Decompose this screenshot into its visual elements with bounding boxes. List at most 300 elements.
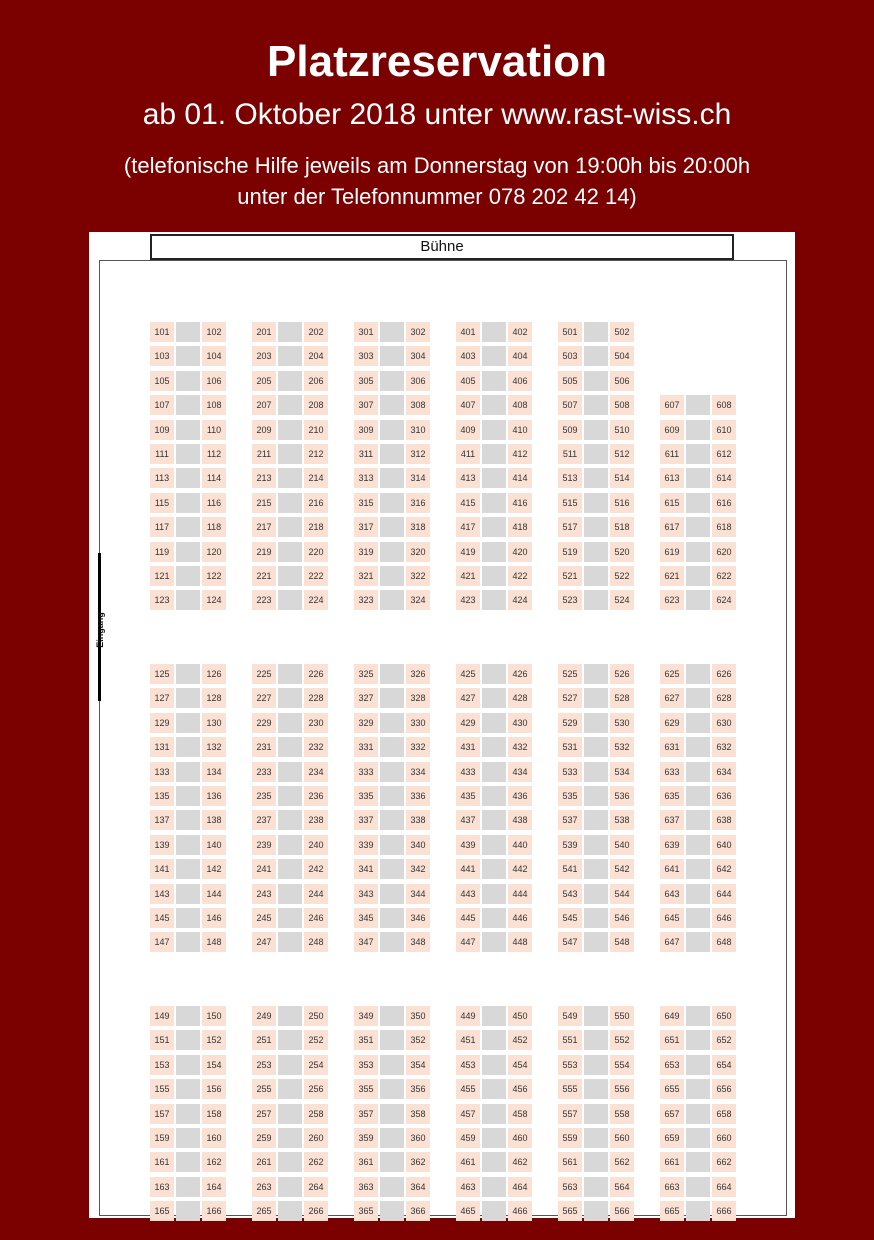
seat-252[interactable]: 252 xyxy=(304,1030,328,1050)
seat-138[interactable]: 138 xyxy=(202,810,226,830)
seat-163[interactable]: 163 xyxy=(150,1177,174,1197)
seat-539[interactable]: 539 xyxy=(558,835,582,855)
seat-221[interactable]: 221 xyxy=(252,566,276,586)
seat-629[interactable]: 629 xyxy=(660,713,684,733)
seat-253[interactable]: 253 xyxy=(252,1055,276,1075)
seat-444[interactable]: 444 xyxy=(508,884,532,904)
seat-128[interactable]: 128 xyxy=(202,688,226,708)
seat-514[interactable]: 514 xyxy=(610,468,634,488)
seat-236[interactable]: 236 xyxy=(304,786,328,806)
seat-408[interactable]: 408 xyxy=(508,395,532,415)
seat-143[interactable]: 143 xyxy=(150,884,174,904)
seat-303[interactable]: 303 xyxy=(354,346,378,366)
seat-220[interactable]: 220 xyxy=(304,542,328,562)
seat-445[interactable]: 445 xyxy=(456,908,480,928)
seat-511[interactable]: 511 xyxy=(558,444,582,464)
seat-222[interactable]: 222 xyxy=(304,566,328,586)
seat-447[interactable]: 447 xyxy=(456,932,480,952)
seat-556[interactable]: 556 xyxy=(610,1079,634,1099)
seat-202[interactable]: 202 xyxy=(304,322,328,342)
seat-609[interactable]: 609 xyxy=(660,420,684,440)
seat-348[interactable]: 348 xyxy=(406,932,430,952)
seat-642[interactable]: 642 xyxy=(712,859,736,879)
seat-118[interactable]: 118 xyxy=(202,517,226,537)
seat-526[interactable]: 526 xyxy=(610,664,634,684)
seat-435[interactable]: 435 xyxy=(456,786,480,806)
seat-111[interactable]: 111 xyxy=(150,444,174,464)
seat-116[interactable]: 116 xyxy=(202,493,226,513)
seat-205[interactable]: 205 xyxy=(252,371,276,391)
seat-454[interactable]: 454 xyxy=(508,1055,532,1075)
seat-662[interactable]: 662 xyxy=(712,1152,736,1172)
seat-161[interactable]: 161 xyxy=(150,1152,174,1172)
seat-162[interactable]: 162 xyxy=(202,1152,226,1172)
seat-659[interactable]: 659 xyxy=(660,1128,684,1148)
seat-524[interactable]: 524 xyxy=(610,590,634,610)
seat-506[interactable]: 506 xyxy=(610,371,634,391)
seat-416[interactable]: 416 xyxy=(508,493,532,513)
seat-522[interactable]: 522 xyxy=(610,566,634,586)
seat-135[interactable]: 135 xyxy=(150,786,174,806)
seat-217[interactable]: 217 xyxy=(252,517,276,537)
seat-228[interactable]: 228 xyxy=(304,688,328,708)
seat-527[interactable]: 527 xyxy=(558,688,582,708)
seat-102[interactable]: 102 xyxy=(202,322,226,342)
seat-160[interactable]: 160 xyxy=(202,1128,226,1148)
seat-366[interactable]: 366 xyxy=(406,1201,430,1221)
seat-310[interactable]: 310 xyxy=(406,420,430,440)
seat-541[interactable]: 541 xyxy=(558,859,582,879)
seat-117[interactable]: 117 xyxy=(150,517,174,537)
seat-649[interactable]: 649 xyxy=(660,1006,684,1026)
seat-320[interactable]: 320 xyxy=(406,542,430,562)
seat-227[interactable]: 227 xyxy=(252,688,276,708)
seat-554[interactable]: 554 xyxy=(610,1055,634,1075)
seat-333[interactable]: 333 xyxy=(354,762,378,782)
seat-640[interactable]: 640 xyxy=(712,835,736,855)
seat-335[interactable]: 335 xyxy=(354,786,378,806)
seat-555[interactable]: 555 xyxy=(558,1079,582,1099)
seat-214[interactable]: 214 xyxy=(304,468,328,488)
seat-259[interactable]: 259 xyxy=(252,1128,276,1148)
seat-438[interactable]: 438 xyxy=(508,810,532,830)
seat-361[interactable]: 361 xyxy=(354,1152,378,1172)
seat-219[interactable]: 219 xyxy=(252,542,276,562)
seat-440[interactable]: 440 xyxy=(508,835,532,855)
seat-619[interactable]: 619 xyxy=(660,542,684,562)
seat-446[interactable]: 446 xyxy=(508,908,532,928)
seat-106[interactable]: 106 xyxy=(202,371,226,391)
seat-532[interactable]: 532 xyxy=(610,737,634,757)
seat-441[interactable]: 441 xyxy=(456,859,480,879)
seat-652[interactable]: 652 xyxy=(712,1030,736,1050)
seat-562[interactable]: 562 xyxy=(610,1152,634,1172)
seat-243[interactable]: 243 xyxy=(252,884,276,904)
seat-329[interactable]: 329 xyxy=(354,713,378,733)
seat-225[interactable]: 225 xyxy=(252,664,276,684)
seat-309[interactable]: 309 xyxy=(354,420,378,440)
seat-342[interactable]: 342 xyxy=(406,859,430,879)
seat-235[interactable]: 235 xyxy=(252,786,276,806)
seat-523[interactable]: 523 xyxy=(558,590,582,610)
seat-666[interactable]: 666 xyxy=(712,1201,736,1221)
seat-337[interactable]: 337 xyxy=(354,810,378,830)
seat-503[interactable]: 503 xyxy=(558,346,582,366)
seat-531[interactable]: 531 xyxy=(558,737,582,757)
seat-232[interactable]: 232 xyxy=(304,737,328,757)
seat-149[interactable]: 149 xyxy=(150,1006,174,1026)
seat-645[interactable]: 645 xyxy=(660,908,684,928)
seat-249[interactable]: 249 xyxy=(252,1006,276,1026)
seat-542[interactable]: 542 xyxy=(610,859,634,879)
seat-664[interactable]: 664 xyxy=(712,1177,736,1197)
seat-464[interactable]: 464 xyxy=(508,1177,532,1197)
seat-108[interactable]: 108 xyxy=(202,395,226,415)
seat-508[interactable]: 508 xyxy=(610,395,634,415)
seat-410[interactable]: 410 xyxy=(508,420,532,440)
seat-129[interactable]: 129 xyxy=(150,713,174,733)
seat-147[interactable]: 147 xyxy=(150,932,174,952)
seat-660[interactable]: 660 xyxy=(712,1128,736,1148)
seat-513[interactable]: 513 xyxy=(558,468,582,488)
seat-351[interactable]: 351 xyxy=(354,1030,378,1050)
seat-430[interactable]: 430 xyxy=(508,713,532,733)
seat-354[interactable]: 354 xyxy=(406,1055,430,1075)
seat-201[interactable]: 201 xyxy=(252,322,276,342)
seat-115[interactable]: 115 xyxy=(150,493,174,513)
seat-615[interactable]: 615 xyxy=(660,493,684,513)
seat-141[interactable]: 141 xyxy=(150,859,174,879)
seat-411[interactable]: 411 xyxy=(456,444,480,464)
seat-307[interactable]: 307 xyxy=(354,395,378,415)
seat-465[interactable]: 465 xyxy=(456,1201,480,1221)
seat-657[interactable]: 657 xyxy=(660,1104,684,1124)
seat-450[interactable]: 450 xyxy=(508,1006,532,1026)
seat-137[interactable]: 137 xyxy=(150,810,174,830)
seat-655[interactable]: 655 xyxy=(660,1079,684,1099)
seat-635[interactable]: 635 xyxy=(660,786,684,806)
seat-405[interactable]: 405 xyxy=(456,371,480,391)
seat-264[interactable]: 264 xyxy=(304,1177,328,1197)
seat-338[interactable]: 338 xyxy=(406,810,430,830)
seat-459[interactable]: 459 xyxy=(456,1128,480,1148)
seat-443[interactable]: 443 xyxy=(456,884,480,904)
seat-254[interactable]: 254 xyxy=(304,1055,328,1075)
seat-362[interactable]: 362 xyxy=(406,1152,430,1172)
seat-521[interactable]: 521 xyxy=(558,566,582,586)
seat-124[interactable]: 124 xyxy=(202,590,226,610)
seat-634[interactable]: 634 xyxy=(712,762,736,782)
seat-449[interactable]: 449 xyxy=(456,1006,480,1026)
seat-347[interactable]: 347 xyxy=(354,932,378,952)
seat-403[interactable]: 403 xyxy=(456,346,480,366)
seat-452[interactable]: 452 xyxy=(508,1030,532,1050)
seat-331[interactable]: 331 xyxy=(354,737,378,757)
seat-648[interactable]: 648 xyxy=(712,932,736,952)
seat-559[interactable]: 559 xyxy=(558,1128,582,1148)
seat-113[interactable]: 113 xyxy=(150,468,174,488)
seat-223[interactable]: 223 xyxy=(252,590,276,610)
seat-325[interactable]: 325 xyxy=(354,664,378,684)
seat-360[interactable]: 360 xyxy=(406,1128,430,1148)
seat-516[interactable]: 516 xyxy=(610,493,634,513)
seat-345[interactable]: 345 xyxy=(354,908,378,928)
seat-341[interactable]: 341 xyxy=(354,859,378,879)
seat-204[interactable]: 204 xyxy=(304,346,328,366)
seat-251[interactable]: 251 xyxy=(252,1030,276,1050)
seat-560[interactable]: 560 xyxy=(610,1128,634,1148)
seat-633[interactable]: 633 xyxy=(660,762,684,782)
seat-448[interactable]: 448 xyxy=(508,932,532,952)
seat-643[interactable]: 643 xyxy=(660,884,684,904)
seat-356[interactable]: 356 xyxy=(406,1079,430,1099)
seat-458[interactable]: 458 xyxy=(508,1104,532,1124)
seat-558[interactable]: 558 xyxy=(610,1104,634,1124)
seat-502[interactable]: 502 xyxy=(610,322,634,342)
seat-148[interactable]: 148 xyxy=(202,932,226,952)
seat-637[interactable]: 637 xyxy=(660,810,684,830)
seat-612[interactable]: 612 xyxy=(712,444,736,464)
seat-463[interactable]: 463 xyxy=(456,1177,480,1197)
seat-112[interactable]: 112 xyxy=(202,444,226,464)
seat-427[interactable]: 427 xyxy=(456,688,480,708)
seat-260[interactable]: 260 xyxy=(304,1128,328,1148)
seat-414[interactable]: 414 xyxy=(508,468,532,488)
seat-139[interactable]: 139 xyxy=(150,835,174,855)
seat-563[interactable]: 563 xyxy=(558,1177,582,1197)
seat-658[interactable]: 658 xyxy=(712,1104,736,1124)
seat-644[interactable]: 644 xyxy=(712,884,736,904)
seat-242[interactable]: 242 xyxy=(304,859,328,879)
seat-136[interactable]: 136 xyxy=(202,786,226,806)
seat-544[interactable]: 544 xyxy=(610,884,634,904)
seat-119[interactable]: 119 xyxy=(150,542,174,562)
seat-150[interactable]: 150 xyxy=(202,1006,226,1026)
seat-158[interactable]: 158 xyxy=(202,1104,226,1124)
seat-245[interactable]: 245 xyxy=(252,908,276,928)
seat-653[interactable]: 653 xyxy=(660,1055,684,1075)
seat-630[interactable]: 630 xyxy=(712,713,736,733)
seat-326[interactable]: 326 xyxy=(406,664,430,684)
seat-121[interactable]: 121 xyxy=(150,566,174,586)
seat-638[interactable]: 638 xyxy=(712,810,736,830)
seat-247[interactable]: 247 xyxy=(252,932,276,952)
seat-213[interactable]: 213 xyxy=(252,468,276,488)
seat-434[interactable]: 434 xyxy=(508,762,532,782)
seat-316[interactable]: 316 xyxy=(406,493,430,513)
seat-431[interactable]: 431 xyxy=(456,737,480,757)
seat-226[interactable]: 226 xyxy=(304,664,328,684)
seat-238[interactable]: 238 xyxy=(304,810,328,830)
seat-564[interactable]: 564 xyxy=(610,1177,634,1197)
seat-517[interactable]: 517 xyxy=(558,517,582,537)
seat-654[interactable]: 654 xyxy=(712,1055,736,1075)
seat-120[interactable]: 120 xyxy=(202,542,226,562)
seat-461[interactable]: 461 xyxy=(456,1152,480,1172)
seat-152[interactable]: 152 xyxy=(202,1030,226,1050)
seat-501[interactable]: 501 xyxy=(558,322,582,342)
seat-312[interactable]: 312 xyxy=(406,444,430,464)
seat-421[interactable]: 421 xyxy=(456,566,480,586)
seat-133[interactable]: 133 xyxy=(150,762,174,782)
seat-565[interactable]: 565 xyxy=(558,1201,582,1221)
seat-404[interactable]: 404 xyxy=(508,346,532,366)
seat-241[interactable]: 241 xyxy=(252,859,276,879)
seat-250[interactable]: 250 xyxy=(304,1006,328,1026)
seat-647[interactable]: 647 xyxy=(660,932,684,952)
seat-422[interactable]: 422 xyxy=(508,566,532,586)
seat-156[interactable]: 156 xyxy=(202,1079,226,1099)
seat-216[interactable]: 216 xyxy=(304,493,328,513)
seat-151[interactable]: 151 xyxy=(150,1030,174,1050)
seat-308[interactable]: 308 xyxy=(406,395,430,415)
seat-618[interactable]: 618 xyxy=(712,517,736,537)
seat-234[interactable]: 234 xyxy=(304,762,328,782)
seat-621[interactable]: 621 xyxy=(660,566,684,586)
seat-462[interactable]: 462 xyxy=(508,1152,532,1172)
seat-402[interactable]: 402 xyxy=(508,322,532,342)
seat-153[interactable]: 153 xyxy=(150,1055,174,1075)
seat-246[interactable]: 246 xyxy=(304,908,328,928)
seat-512[interactable]: 512 xyxy=(610,444,634,464)
seat-624[interactable]: 624 xyxy=(712,590,736,610)
seat-233[interactable]: 233 xyxy=(252,762,276,782)
seat-349[interactable]: 349 xyxy=(354,1006,378,1026)
seat-415[interactable]: 415 xyxy=(456,493,480,513)
seat-239[interactable]: 239 xyxy=(252,835,276,855)
seat-627[interactable]: 627 xyxy=(660,688,684,708)
seat-614[interactable]: 614 xyxy=(712,468,736,488)
seat-109[interactable]: 109 xyxy=(150,420,174,440)
seat-407[interactable]: 407 xyxy=(456,395,480,415)
seat-346[interactable]: 346 xyxy=(406,908,430,928)
seat-423[interactable]: 423 xyxy=(456,590,480,610)
seat-328[interactable]: 328 xyxy=(406,688,430,708)
seat-439[interactable]: 439 xyxy=(456,835,480,855)
seat-409[interactable]: 409 xyxy=(456,420,480,440)
seat-611[interactable]: 611 xyxy=(660,444,684,464)
seat-406[interactable]: 406 xyxy=(508,371,532,391)
seat-535[interactable]: 535 xyxy=(558,786,582,806)
seat-145[interactable]: 145 xyxy=(150,908,174,928)
seat-255[interactable]: 255 xyxy=(252,1079,276,1099)
seat-515[interactable]: 515 xyxy=(558,493,582,513)
seat-457[interactable]: 457 xyxy=(456,1104,480,1124)
seat-540[interactable]: 540 xyxy=(610,835,634,855)
seat-131[interactable]: 131 xyxy=(150,737,174,757)
seat-529[interactable]: 529 xyxy=(558,713,582,733)
seat-340[interactable]: 340 xyxy=(406,835,430,855)
seat-429[interactable]: 429 xyxy=(456,713,480,733)
seat-424[interactable]: 424 xyxy=(508,590,532,610)
seat-105[interactable]: 105 xyxy=(150,371,174,391)
seat-425[interactable]: 425 xyxy=(456,664,480,684)
seat-545[interactable]: 545 xyxy=(558,908,582,928)
seat-123[interactable]: 123 xyxy=(150,590,174,610)
seat-155[interactable]: 155 xyxy=(150,1079,174,1099)
seat-549[interactable]: 549 xyxy=(558,1006,582,1026)
seat-166[interactable]: 166 xyxy=(202,1201,226,1221)
seat-646[interactable]: 646 xyxy=(712,908,736,928)
seat-154[interactable]: 154 xyxy=(202,1055,226,1075)
seat-125[interactable]: 125 xyxy=(150,664,174,684)
seat-314[interactable]: 314 xyxy=(406,468,430,488)
seat-248[interactable]: 248 xyxy=(304,932,328,952)
seat-632[interactable]: 632 xyxy=(712,737,736,757)
seat-626[interactable]: 626 xyxy=(712,664,736,684)
seat-436[interactable]: 436 xyxy=(508,786,532,806)
seat-122[interactable]: 122 xyxy=(202,566,226,586)
seat-547[interactable]: 547 xyxy=(558,932,582,952)
seat-203[interactable]: 203 xyxy=(252,346,276,366)
seat-551[interactable]: 551 xyxy=(558,1030,582,1050)
seat-127[interactable]: 127 xyxy=(150,688,174,708)
seat-537[interactable]: 537 xyxy=(558,810,582,830)
seat-323[interactable]: 323 xyxy=(354,590,378,610)
seat-437[interactable]: 437 xyxy=(456,810,480,830)
seat-107[interactable]: 107 xyxy=(150,395,174,415)
seat-350[interactable]: 350 xyxy=(406,1006,430,1026)
seat-357[interactable]: 357 xyxy=(354,1104,378,1124)
seat-103[interactable]: 103 xyxy=(150,346,174,366)
seat-301[interactable]: 301 xyxy=(354,322,378,342)
seat-324[interactable]: 324 xyxy=(406,590,430,610)
seat-206[interactable]: 206 xyxy=(304,371,328,391)
seat-353[interactable]: 353 xyxy=(354,1055,378,1075)
seat-306[interactable]: 306 xyxy=(406,371,430,391)
seat-311[interactable]: 311 xyxy=(354,444,378,464)
seat-211[interactable]: 211 xyxy=(252,444,276,464)
seat-420[interactable]: 420 xyxy=(508,542,532,562)
seat-364[interactable]: 364 xyxy=(406,1177,430,1197)
seat-460[interactable]: 460 xyxy=(508,1128,532,1148)
seat-419[interactable]: 419 xyxy=(456,542,480,562)
seat-663[interactable]: 663 xyxy=(660,1177,684,1197)
seat-413[interactable]: 413 xyxy=(456,468,480,488)
seat-625[interactable]: 625 xyxy=(660,664,684,684)
seat-101[interactable]: 101 xyxy=(150,322,174,342)
seat-553[interactable]: 553 xyxy=(558,1055,582,1075)
seat-355[interactable]: 355 xyxy=(354,1079,378,1099)
seat-304[interactable]: 304 xyxy=(406,346,430,366)
seat-110[interactable]: 110 xyxy=(202,420,226,440)
seat-146[interactable]: 146 xyxy=(202,908,226,928)
seat-417[interactable]: 417 xyxy=(456,517,480,537)
seat-505[interactable]: 505 xyxy=(558,371,582,391)
seat-557[interactable]: 557 xyxy=(558,1104,582,1124)
seat-207[interactable]: 207 xyxy=(252,395,276,415)
seat-509[interactable]: 509 xyxy=(558,420,582,440)
seat-401[interactable]: 401 xyxy=(456,322,480,342)
seat-455[interactable]: 455 xyxy=(456,1079,480,1099)
seat-322[interactable]: 322 xyxy=(406,566,430,586)
seat-520[interactable]: 520 xyxy=(610,542,634,562)
seat-257[interactable]: 257 xyxy=(252,1104,276,1124)
seat-631[interactable]: 631 xyxy=(660,737,684,757)
seat-451[interactable]: 451 xyxy=(456,1030,480,1050)
seat-157[interactable]: 157 xyxy=(150,1104,174,1124)
seat-616[interactable]: 616 xyxy=(712,493,736,513)
seat-261[interactable]: 261 xyxy=(252,1152,276,1172)
seat-651[interactable]: 651 xyxy=(660,1030,684,1050)
seat-240[interactable]: 240 xyxy=(304,835,328,855)
seat-543[interactable]: 543 xyxy=(558,884,582,904)
seat-548[interactable]: 548 xyxy=(610,932,634,952)
seat-142[interactable]: 142 xyxy=(202,859,226,879)
seat-352[interactable]: 352 xyxy=(406,1030,430,1050)
seat-418[interactable]: 418 xyxy=(508,517,532,537)
seat-623[interactable]: 623 xyxy=(660,590,684,610)
